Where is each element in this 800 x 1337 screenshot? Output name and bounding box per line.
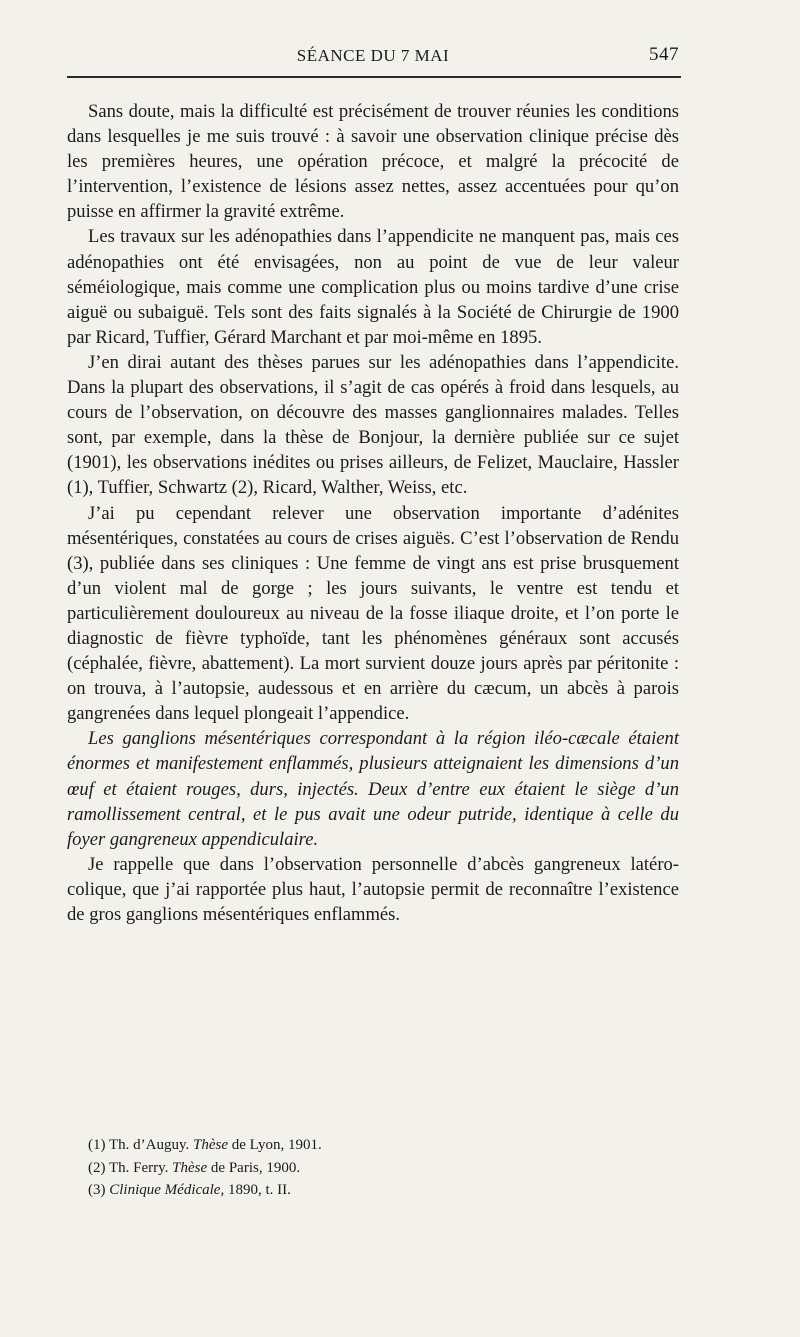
footnote-rest: de Paris, 1900.: [210, 1159, 301, 1176]
page-header: [67, 42, 679, 72]
paragraph: Les travaux sur les adénopathies dans l’appendicite ne manquent pas, mais ces adénopathies ont été envisagées, non au point de vue de leur valeur séméiologique, mais comme une complication plus ou moins tardive d’une crise aiguë ou subaiguë. Tels sont des faits signalés à la Société de Chirurgie de 1900 par Ricard, Tuffier, Gérard Marchant et par moi-même en 1895.: [67, 226, 679, 348]
footnote-rest: 1890, t. II.: [227, 1182, 291, 1198]
footnote: [88, 1134, 668, 1157]
footnote-work: Thèse: [172, 1159, 208, 1176]
footnotes: [88, 1134, 668, 1202]
footnote-author: Th. d’Auguy.: [108, 1137, 190, 1153]
footnote-work: Clinique Médicale,: [109, 1182, 225, 1198]
footnote: [88, 1179, 668, 1202]
italic-quote-paragraph: Les ganglions mésentériques correspondant à la région iléo-cæcale étaient énormes et manifestement enflammés, plusieurs atteignaient les dimensions d’un œuf et étaient rouges, durs, injectés. Deux d’entre eux étaient le siège d’un ramollissement central, et le pus avait une odeur putride, identique à celle du foyer gangreneux appendiculaire.: [67, 728, 679, 850]
paragraph: J’en dirai autant des thèses parues sur les adénopathies dans l’appendicite. Dans la plupart des observations, il s’agit de cas opérés à froid dans lesquels, au cours de l’observation, on découvre des masses ganglionnaires malades. Telles sont, par exemple, dans la thèse de Bonjour, la dernière publiée sur ce sujet (1901), les observations inédites ou prises ailleurs, de Felizet, Mauclaire, Hassler (1), Tuffier, Schwartz (2), Ricard, Walther, Weiss, etc.: [67, 351, 679, 499]
paragraph: Sans doute, mais la difficulté est précisément de trouver réunies les conditions dans lesquelles je me suis trouvé : à savoir une observation clinique précise dès les premières heures, une opération précoce, et malgré la précocité de l’intervention, l’existence de lésions assez nettes, assez accentuées pour qu’on puisse en affirmer la gravité extrême.: [67, 101, 679, 223]
footnote-marker: (2): [88, 1159, 106, 1176]
footnote: [88, 1157, 668, 1180]
running-title: SÉANCE DU 7 MAI: [296, 46, 450, 65]
footnote-rest: de Lyon, 1901.: [231, 1137, 322, 1153]
footnote-marker: (3): [88, 1182, 106, 1198]
paragraph: J’ai pu cependant relever une observation importante d’adénites mésentériques, constatées au cours de crises aiguës. C’est l’observation de Rendu (3), publiée dans ses cliniques : Une femme de vingt ans est prise brusquement d’un violent mal de gorge ; les jours suivants, le ventre est tendu et particulièrement douloureux au niveau de la fosse iliaque droite, et l’on porte le diagnostic de fièvre typhoïde, tant les phénomènes généraux sont accusés (céphalée, fièvre, abattement). La mort survient douze jours après par péritonite : on trouva, à l’autopsie, audessous et en arrière du cæcum, un abcès à parois gangrenées dans lequel plongeait l’appendice.: [67, 502, 679, 725]
footnote-marker: (1): [88, 1137, 106, 1153]
header-rule: [67, 76, 681, 78]
footnote-author: Th. Ferry.: [108, 1159, 169, 1176]
footnote-work: Thèse: [193, 1137, 229, 1153]
paragraph: Je rappelle que dans l’observation personnelle d’abcès gangreneux latéro-colique, que j’ai rapportée plus haut, l’autopsie permit de reconnaître l’existence de gros ganglions mésentériques enflammés.: [67, 853, 679, 925]
page-number: 547: [649, 44, 679, 65]
body-text: [67, 99, 679, 927]
